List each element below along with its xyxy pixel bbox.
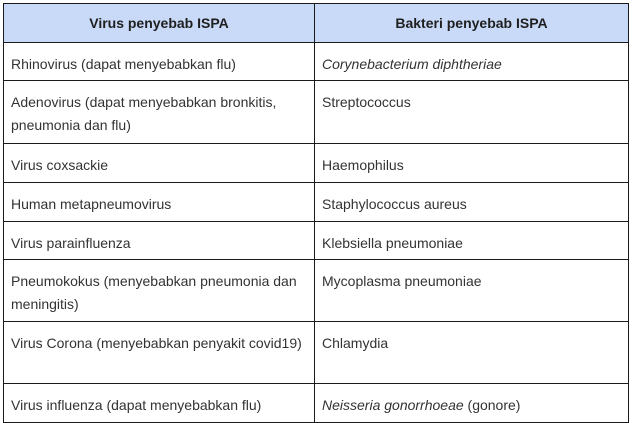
table-row: [4, 43, 629, 81]
table-row: [4, 384, 629, 423]
bakteri-name: Haemophilus: [322, 157, 404, 173]
virus-cell: Virus Corona (menyebabkan penyakit covid19): [4, 322, 315, 384]
table-row: [4, 260, 629, 322]
virus-cell: Human metapneumovirus: [4, 183, 315, 222]
bakteri-name: Klebsiella pneumoniae: [322, 235, 463, 251]
ispa-causes-table: [3, 3, 629, 423]
table-row: [4, 222, 629, 260]
table-row: [4, 322, 629, 384]
header-row: [4, 4, 629, 43]
bakteri-name: (gonore): [463, 397, 521, 413]
bakteri-cell: [315, 43, 629, 81]
bakteri-cell: [315, 260, 629, 322]
virus-cell: Virus influenza (dapat menyebabkan flu): [4, 384, 315, 423]
bakteri-cell: [315, 183, 629, 222]
bakteri-name: Streptococcus: [322, 94, 411, 110]
bakteri-name: Staphylococcus aureus: [322, 196, 467, 212]
bakteri-cell: [315, 322, 629, 384]
header-virus: Virus penyebab ISPA: [4, 4, 315, 43]
bakteri-name-italic: Neisseria gonorrhoeae: [322, 397, 464, 413]
table-row: [4, 183, 629, 222]
header-bakteri: Bakteri penyebab ISPA: [315, 4, 629, 43]
bakteri-cell: [315, 384, 629, 423]
virus-cell: Rhinovirus (dapat menyebabkan flu): [4, 43, 315, 81]
table-row: [4, 81, 629, 144]
bakteri-cell: [315, 144, 629, 183]
virus-cell: Virus parainfluenza: [4, 222, 315, 260]
bakteri-cell: [315, 222, 629, 260]
bakteri-name: Chlamydia: [322, 335, 389, 351]
virus-cell: Pneumokokus (menyebabkan pneumonia dan meningitis): [4, 260, 315, 322]
virus-cell: Virus coxsackie: [4, 144, 315, 183]
table-row: [4, 144, 629, 183]
virus-cell: Adenovirus (dapat menyebabkan bronkitis, pneumonia dan flu): [4, 81, 315, 144]
bakteri-cell: [315, 81, 629, 144]
bakteri-name-italic: Corynebacterium diphtheriae: [322, 56, 502, 72]
bakteri-name: Mycoplasma pneumoniae: [322, 273, 482, 289]
